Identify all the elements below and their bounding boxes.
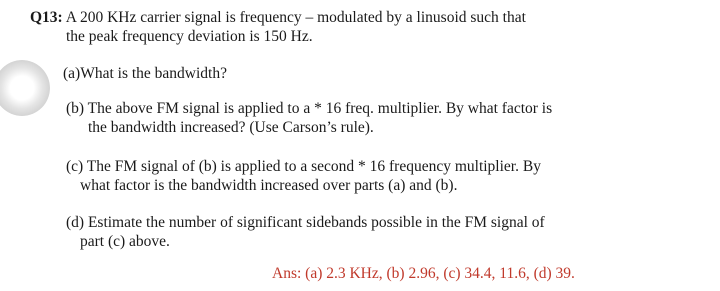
answer-line: Ans: (a) 2.3 KHz, (b) 2.96, (c) 34.4, 11.6, (d) 39. bbox=[272, 265, 575, 282]
question-number: Q13: bbox=[30, 9, 63, 26]
part-b-line-1: (b) The above FM signal is applied to a * 16 freq. multiplier. By what factor is bbox=[66, 100, 553, 117]
part-a-text: (a)What is the bandwidth? bbox=[63, 65, 227, 82]
part-c-line-1: (c) The FM signal of (b) is applied to a second * 16 frequency multiplier. By bbox=[66, 158, 541, 175]
question-intro-line-1: A 200 KHz carrier signal is frequency – modulated by a linusoid such that bbox=[65, 9, 526, 26]
part-d-line-1: (d) Estimate the number of significant sidebands possible in the FM signal of bbox=[66, 214, 545, 231]
question-line-1 bbox=[30, 9, 526, 27]
circle-mark-decoration bbox=[0, 60, 50, 116]
part-c-line-2: what factor is the bandwidth increased over parts (a) and (b). bbox=[80, 177, 458, 194]
part-d-line-2: part (c) above. bbox=[80, 233, 170, 250]
question-intro-line-2: the peak frequency deviation is 150 Hz. bbox=[66, 28, 313, 45]
part-b-line-2: the bandwidth increased? (Use Carson’s rule). bbox=[88, 119, 374, 136]
